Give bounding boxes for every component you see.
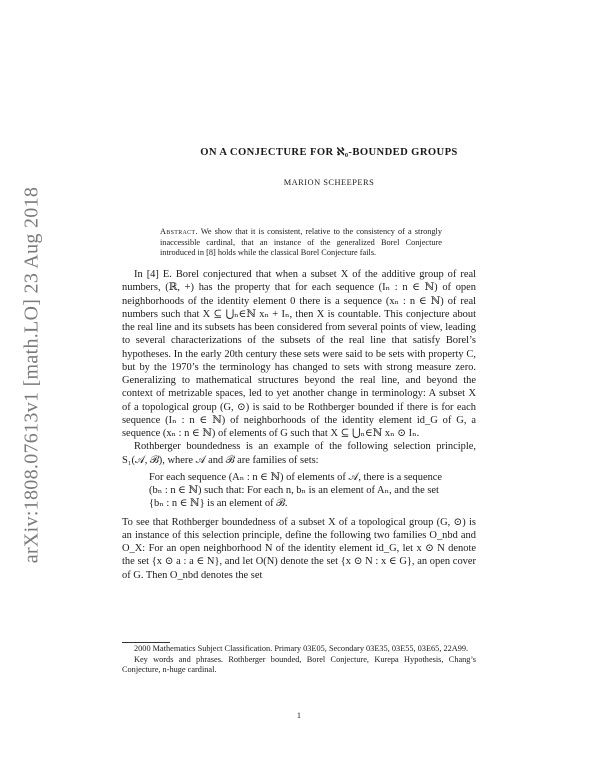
footnote-rule bbox=[122, 642, 170, 643]
paragraph-intro: In [4] E. Borel conjectured that when a subset X of the additive group of real numbers, (ℝ, +) has the property that for each sequence (Iₙ : n ∈ ℕ) of open neighborhoods of the identity element 0 there is a sequence (xₙ : n ∈ ℕ) of real numbers such that X ⊆ ⋃ₙ∈ℕ xₙ + Iₙ, then X is countable. This conjecture about the real line and its subsets has been considered from several points of view, leading to several characterizations of the subsets of the real line that satisfy Borel’s hypotheses. In the early 20th century these sets were said to be sets with property C, but by the 1970’s the terminology has changed to sets with strong measure zero. Generalizing to mathematical structures beyond the real line, and beyond the context of metrizable spaces, led to yet another change in terminology: A subset X of a topological group (G, ⊙) is said to be Rothberger bounded if there is for each sequence (Iₙ : n ∈ ℕ) of neighborhoods of the identity element id_G of G, a sequence (xₙ : n ∈ ℕ) of elements of G such that X ⊆ ⋃ₙ∈ℕ xₙ ⊙ Iₙ. bbox=[122, 269, 476, 439]
main-text bbox=[122, 268, 476, 582]
paper-title: ON A CONJECTURE FOR ℵ₀-BOUNDED GROUPS bbox=[200, 147, 458, 158]
arxiv-identifier bbox=[14, 170, 50, 580]
arxiv-identifier-text: arXiv:1808.07613v1 [math.LO] 23 Aug 2018 bbox=[20, 186, 43, 564]
abstract-text: We show that it is consistent, relative to the consistency of a strongly inaccessible cardinal, that an instance of the generalized Borel Conjecture introduced in [8] holds while the classical Borel Conjecture fails. bbox=[160, 227, 442, 257]
selection-principle-statement: For each sequence (Aₙ : n ∈ ℕ) of elements of 𝒜, there is a sequence (bₙ : n ∈ ℕ) such that: For each n, bₙ is an element of Aₙ, and the set {bₙ : n ∈ ℕ} is an element of ℬ. bbox=[149, 471, 443, 510]
paragraph-selection-principle: Rothberger boundedness is an example of the following selection principle, S₁(𝒜, ℬ), where 𝒜 and ℬ are families of sets: bbox=[122, 441, 476, 466]
abstract-label: Abstract. bbox=[160, 227, 198, 236]
footnotes bbox=[122, 644, 476, 676]
paragraph-families: To see that Rothberger boundedness of a subset X of a topological group (G, ⊙) is an instance of this selection principle, define the following two families O_nbd and O_X: For an open neighborhood N of the identity element id_G, let x ⊙ N denote the set {x ⊙ a : a ∈ N}, and let O(N) denote the set {x ⊙ N : x ∈ G}, an open cover of G. Then O_nbd denotes the set bbox=[122, 516, 476, 581]
page-number: 1 bbox=[296, 711, 302, 720]
footnote-keywords: Key words and phrases. Rothberger bounded, Borel Conjecture, Kurepa Hypothesis, Chang’s Conjecture, n-huge cardinal. bbox=[122, 654, 476, 675]
paper-author: MARION SCHEEPERS bbox=[283, 178, 375, 187]
footnote-classification: 2000 Mathematics Subject Classification. Primary 03E05, Secondary 03E35, 03E55, 03E65, 22A99. bbox=[134, 644, 469, 653]
abstract bbox=[160, 227, 442, 259]
